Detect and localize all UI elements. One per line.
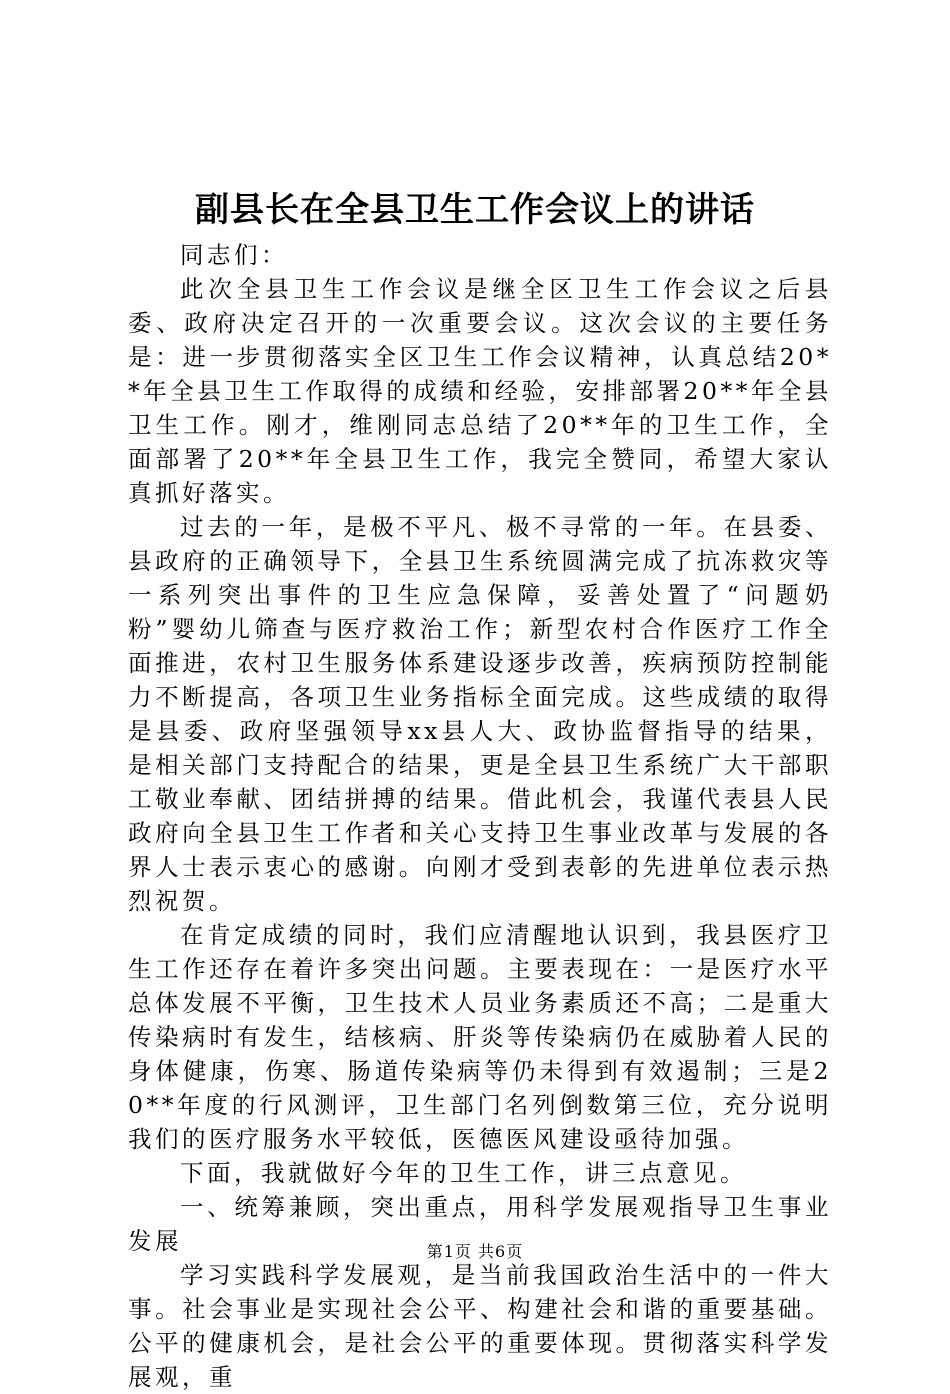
document-title: 副县长在全县卫生工作会议上的讲话 (195, 190, 755, 230)
document-body (128, 238, 832, 1394)
body-paragraph: 此次全县卫生工作会议是继全区卫生工作会议之后县委、政府决定召开的一次重要会议。这次会议的主要任务是：进一步贯彻落实全区卫生工作会议精神，认真总结20**年全县卫生工作取得的成绩和经验，安排部署20**年全县卫生工作。刚才，维刚同志总结了20**年的卫生工作，全面部署了20**年全县卫生工作，我完全赞同，希望大家认真抓好落实。 (128, 275, 832, 507)
body-paragraph: 过去的一年，是极不平凡、极不寻常的一年。在县委、县政府的正确领导下，全县卫生系统圆满完成了抗冻救灾等一系列突出事件的卫生应急保障，妥善处置了“问题奶粉”婴幼儿筛查与医疗救治工作；新型农村合作医疗工作全面推进，农村卫生服务体系建设逐步改善，疾病预防控制能力不断提高，各项卫生业务指标全面完成。这些成绩的取得是县委、政府坚强领导xx县人大、政协监督指导的结果，是相关部门支持配合的结果，更是全县卫生系统广大干部职工敬业奉献、团结拼搏的结果。借此机会，我谨代表县人民政府向全县卫生工作者和关心支持卫生事业改革与发展的各界人士表示衷心的感谢。向刚才受到表彰的先进单位表示热烈祝贺。 (128, 513, 832, 915)
section-heading: 一、统筹兼顾，突出重点，用科学发展观指导卫生事业发展 (128, 1193, 832, 1255)
body-paragraph: 下面，我就做好今年的卫生工作，讲三点意见。 (180, 1159, 747, 1187)
body-paragraph: 学习实践科学发展观，是当前我国政治生活中的一件大事。社会事业是实现社会公平、构建社会和谐的重要基础。公平的健康机会，是社会公平的重要体现。贯彻落实科学发展观，重 (128, 1261, 832, 1391)
page-footer: 第1页 共6页 (426, 1242, 524, 1261)
salutation-paragraph: 同志们： (180, 241, 288, 269)
body-paragraph: 在肯定成绩的同时，我们应清醒地认识到，我县医疗卫生工作还存在着许多突出问题。主要表现在：一是医疗水平总体发展不平衡，卫生技术人员业务素质还不高；二是重大传染病时有发生，结核病、肝炎等传染病仍在威胁着人民的身体健康，伤寒、肠道传染病等仍未得到有效遏制；三是20**年度的行风测评，卫生部门名列倒数第三位，充分说明我们的医疗服务水平较低，医德医风建设亟待加强。 (128, 921, 832, 1153)
